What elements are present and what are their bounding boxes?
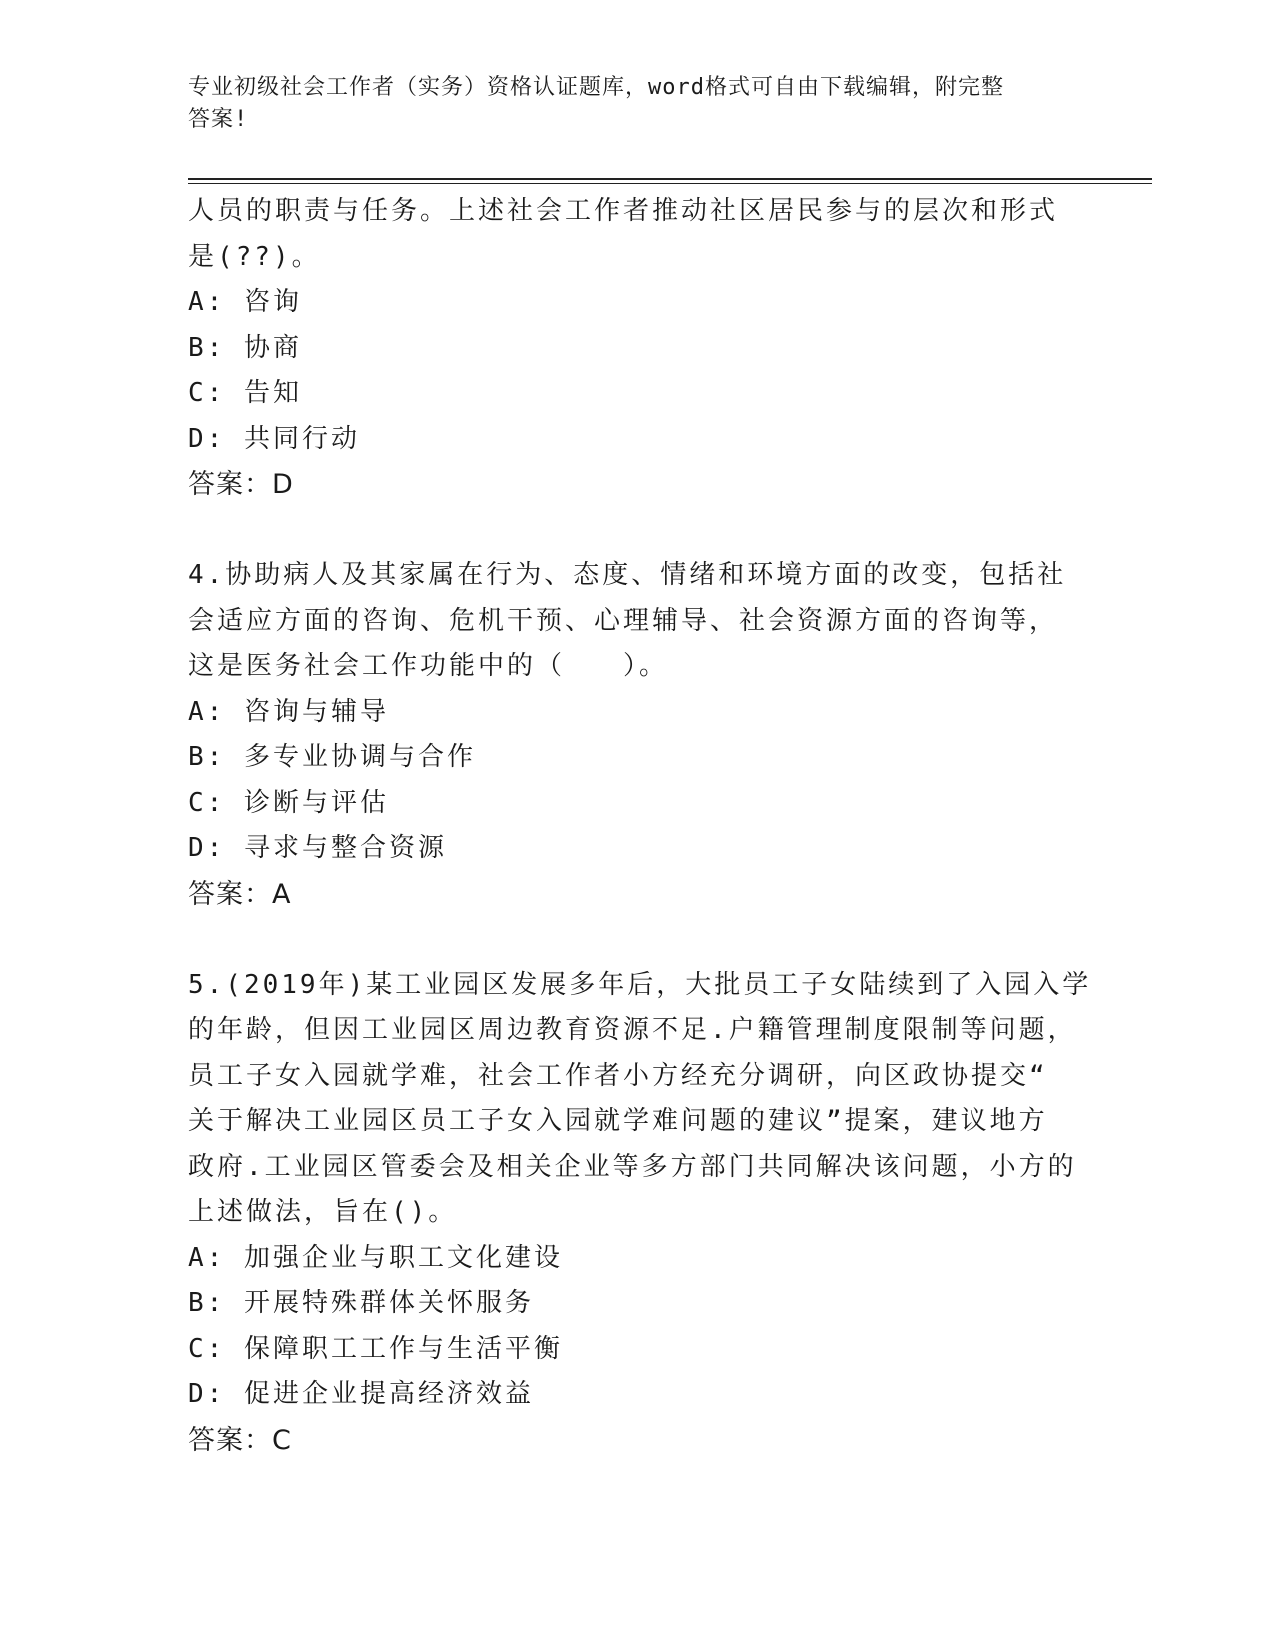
answer-label: 答案：D — [188, 469, 294, 500]
answer-label: 答案：A — [188, 878, 292, 910]
question-3-continuation — [188, 189, 1088, 508]
header-line-1: 专业初级社会工作者（实务）资格认证题库，word格式可自由下载编辑，附完整 — [188, 75, 1004, 100]
answer-label: 答案：C — [188, 1424, 292, 1456]
option-d: D: 共同行动 — [188, 423, 360, 454]
option-c: C: 告知 — [188, 378, 302, 408]
question-stem-line: 4.协助病人及其家属在行为、态度、情绪和环境方面的改变，包括社 — [188, 560, 1067, 590]
question-stem-line: 上述做法，旨在()。 — [188, 1197, 458, 1227]
option-c: C: 诊断与评估 — [188, 787, 389, 818]
option-a: A: 加强企业与职工文化建设 — [188, 1242, 563, 1273]
header-divider — [188, 178, 1152, 180]
page-header — [188, 72, 1068, 136]
option-b: B: 开展特殊群体关怀服务 — [188, 1288, 534, 1318]
question-stem-line: 关于解决工业园区员工子女入园就学难问题的建议”提案，建议地方 — [188, 1106, 1048, 1136]
spacer — [188, 508, 1088, 554]
option-d: D: 寻求与整合资源 — [188, 833, 447, 863]
question-stem-line: 的年龄，但因工业园区周边教育资源不足.户籍管理制度限制等问题， — [188, 1015, 1077, 1045]
question-4 — [188, 553, 1088, 917]
header-divider-thin — [188, 183, 1152, 184]
option-b: B: 协商 — [188, 332, 302, 363]
question-stem-line: 人员的职责与任务。上述社会工作者推动社区居民参与的层次和形式 — [188, 196, 1059, 226]
option-a: A: 咨询 — [188, 287, 302, 317]
question-stem-line: 是(??)。 — [188, 241, 321, 272]
option-b: B: 多专业协调与合作 — [188, 742, 476, 772]
question-stem-line: 员工子女入园就学难，社会工作者小方经充分调研，向区政协提交“ — [188, 1060, 1048, 1091]
question-stem-line: 会适应方面的咨询、危机干预、心理辅导、社会资源方面的咨询等， — [188, 605, 1059, 636]
question-stem-line: 政府.工业园区管委会及相关企业等多方部门共同解决该问题，小方的 — [188, 1151, 1077, 1182]
header-line-2: 答案! — [188, 107, 249, 132]
option-a: A: 咨询与辅导 — [188, 696, 389, 727]
question-content — [188, 189, 1092, 1463]
question-stem-line: 5.(2019年)某工业园区发展多年后，大批员工子女陆续到了入园入学 — [188, 969, 1092, 1000]
question-5 — [188, 963, 1092, 1464]
option-d: D: 促进企业提高经济效益 — [188, 1379, 534, 1409]
option-c: C: 保障职工工作与生活平衡 — [188, 1333, 563, 1364]
spacer — [188, 917, 1088, 963]
question-stem-line: 这是医务社会工作功能中的（ ）。 — [188, 651, 669, 681]
